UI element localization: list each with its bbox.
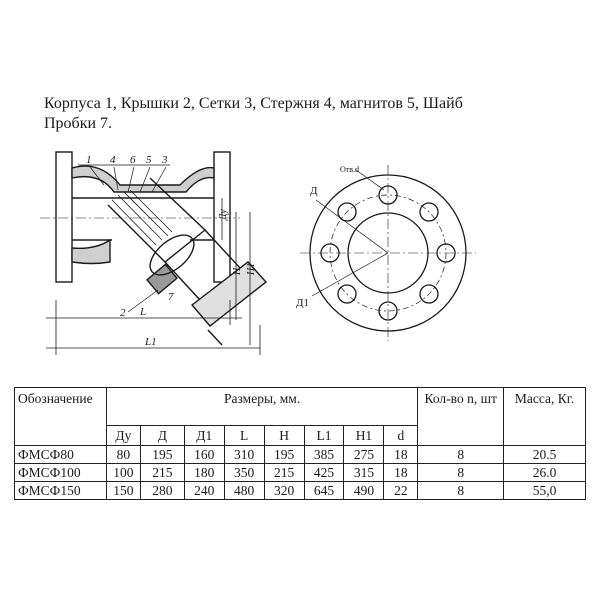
- caption-line-1: Корпуса 1, Крышки 2, Сетки 3, Стержня 4, магнитов 5, Шайб: [44, 95, 463, 112]
- header-designation: Обозначение: [15, 388, 107, 446]
- cell: 18: [384, 464, 418, 482]
- part-label-7: 7: [168, 291, 174, 303]
- table-header-row: [15, 388, 586, 426]
- cell-count: 8: [418, 482, 504, 500]
- cell: 275: [344, 446, 384, 464]
- cell-count: 8: [418, 446, 504, 464]
- part-label-3: 3: [162, 154, 168, 166]
- cell-mass: 20.5: [504, 446, 586, 464]
- label-du: Ду: [218, 209, 229, 220]
- cell: 280: [140, 482, 184, 500]
- cell: 195: [264, 446, 304, 464]
- cell-mass: 55,0: [504, 482, 586, 500]
- flange-view: [300, 165, 476, 341]
- cell: 310: [224, 446, 264, 464]
- cell: 195: [140, 446, 184, 464]
- cell: 215: [140, 464, 184, 482]
- cell: 320: [264, 482, 304, 500]
- col-d: Д: [140, 426, 184, 446]
- cell: 180: [184, 464, 224, 482]
- col-d1: Д1: [184, 426, 224, 446]
- header-dimensions: Размеры, мм.: [106, 388, 417, 426]
- label-h1: Н1: [246, 262, 257, 275]
- side-view: [40, 152, 266, 355]
- col-d-small: d: [384, 426, 418, 446]
- table-row: [15, 464, 586, 482]
- cell: 240: [184, 482, 224, 500]
- row-name: ФМСФ80: [15, 446, 107, 464]
- dimensions-table: [14, 387, 586, 500]
- cell-count: 8: [418, 464, 504, 482]
- cell: 150: [106, 482, 140, 500]
- cell: 80: [106, 446, 140, 464]
- part-label-4: 4: [110, 154, 116, 166]
- col-h1: Н1: [344, 426, 384, 446]
- col-du: Ду: [106, 426, 140, 446]
- row-name: ФМСФ150: [15, 482, 107, 500]
- label-l1: L1: [145, 336, 157, 348]
- col-l1: L1: [304, 426, 344, 446]
- cell: 385: [304, 446, 344, 464]
- body-bottom-wall: [72, 240, 110, 264]
- flange-label-d: Д: [310, 185, 318, 197]
- flange-label-d1: Д1: [296, 297, 310, 309]
- col-h: Н: [264, 426, 304, 446]
- part-label-5: 5: [146, 154, 152, 166]
- cell: 100: [106, 464, 140, 482]
- cell: 18: [384, 446, 418, 464]
- cell: 425: [304, 464, 344, 482]
- cell: 480: [224, 482, 264, 500]
- label-h: Н: [232, 267, 243, 275]
- cell: 315: [344, 464, 384, 482]
- table-row: [15, 482, 586, 500]
- header-mass: Масса, Кг.: [504, 388, 586, 446]
- cell: 350: [224, 464, 264, 482]
- part-label-1: 1: [86, 154, 92, 166]
- left-flange: [56, 152, 72, 282]
- cell: 160: [184, 446, 224, 464]
- flange-label-holes: Отв.d: [340, 165, 360, 174]
- part-label-2: 2: [120, 307, 126, 319]
- cell: 215: [264, 464, 304, 482]
- label-l: L: [140, 306, 147, 318]
- row-name: ФМСФ100: [15, 464, 107, 482]
- cell-mass: 26.0: [504, 464, 586, 482]
- caption-line-2: Пробки 7.: [44, 115, 113, 132]
- part-label-6: 6: [130, 154, 136, 166]
- table-row: [15, 446, 586, 464]
- cell: 645: [304, 482, 344, 500]
- cell: 490: [344, 482, 384, 500]
- body-top-wall: [72, 166, 214, 192]
- header-count: Кол-во n, шт: [418, 388, 504, 446]
- cell: 22: [384, 482, 418, 500]
- col-l: L: [224, 426, 264, 446]
